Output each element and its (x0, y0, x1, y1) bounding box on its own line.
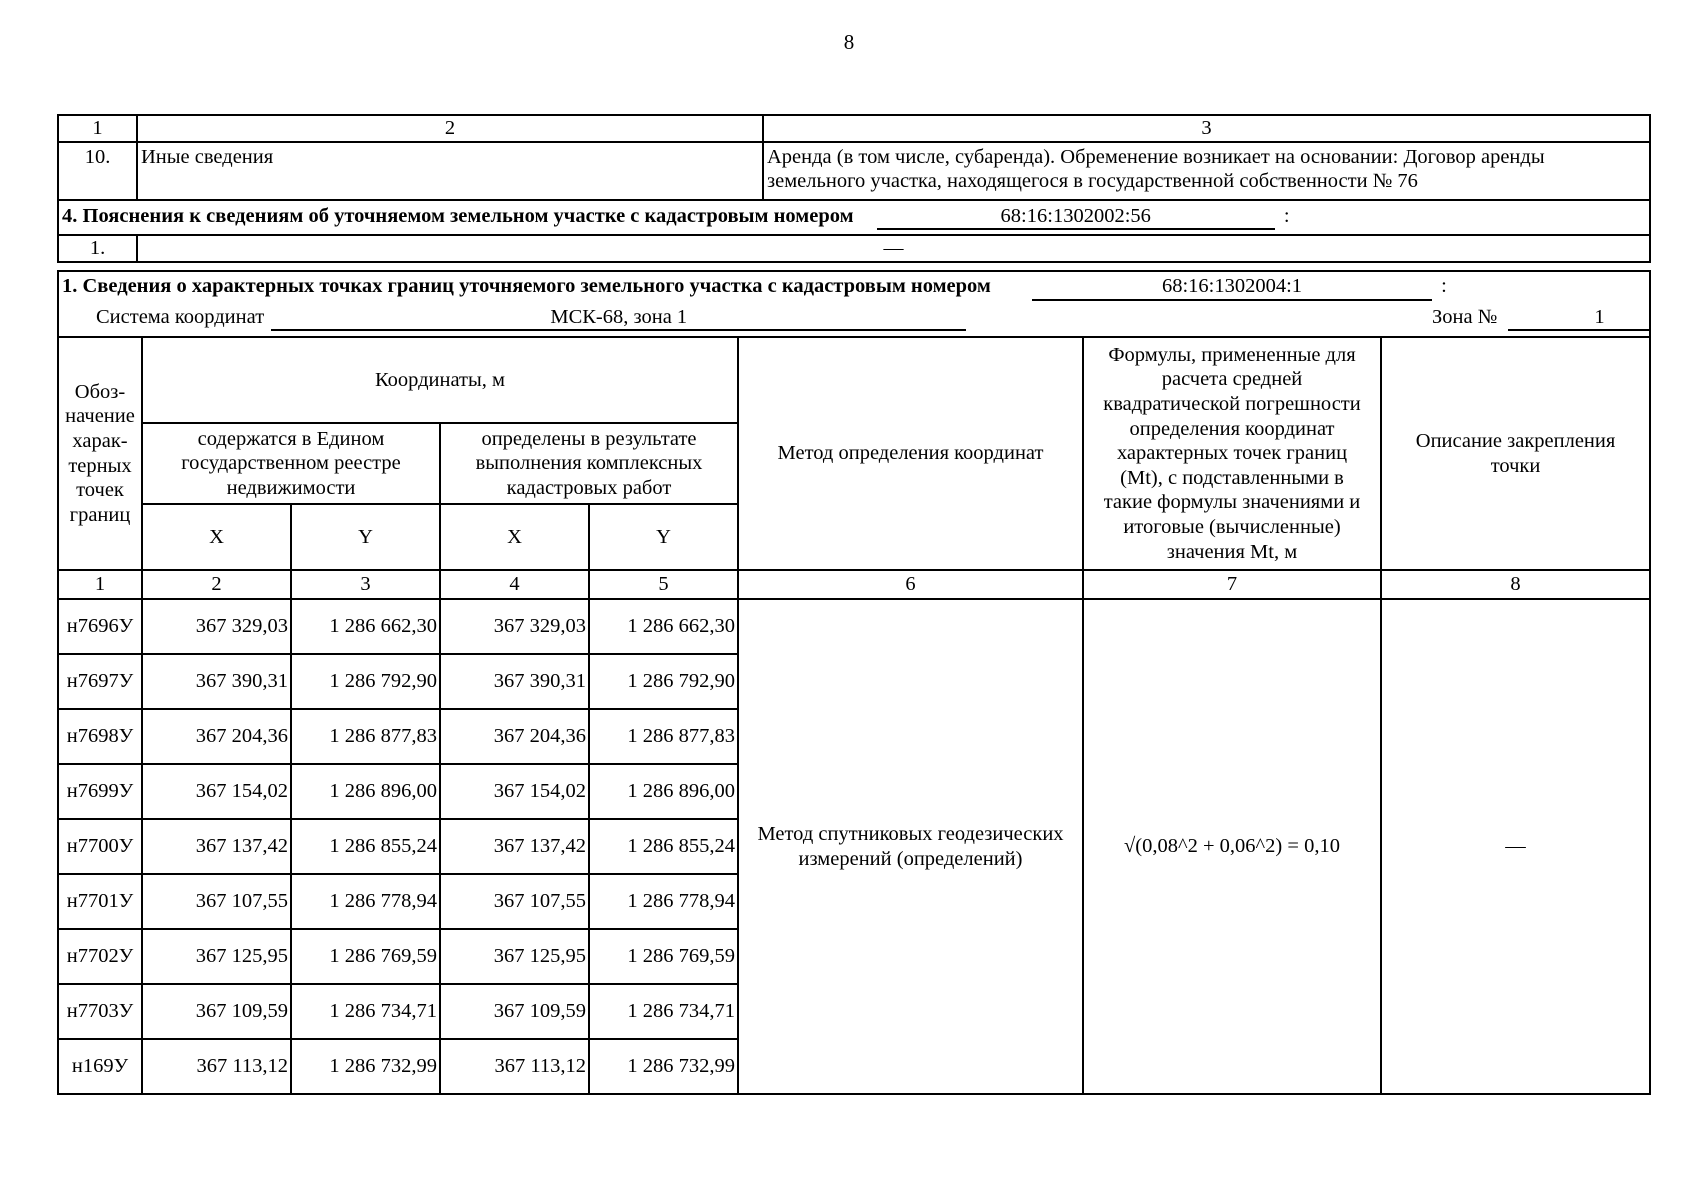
row-10 (58, 142, 1650, 200)
points-section-title: 1. Сведения о характерных точках границ уточняемого земельного участка с кадастровым номером (62, 275, 991, 297)
point-header-line4: терных (68, 454, 132, 477)
formula-header-line9: значения Mt, м (1166, 540, 1298, 563)
egrn-x: 367 109,59 (142, 984, 291, 1039)
works-y: 1 286 769,59 (589, 929, 738, 984)
egrn-y-header: Y (291, 504, 440, 570)
fixing-value: — (1381, 599, 1650, 1094)
works-y: 1 286 734,71 (589, 984, 738, 1039)
point-id: н7702У (58, 929, 142, 984)
boundary-points-table (57, 270, 1651, 1095)
egrn-y: 1 286 732,99 (291, 1039, 440, 1094)
col-num-2: 2 (142, 570, 291, 599)
egrn-x-header: X (142, 504, 291, 570)
point-id: н7703У (58, 984, 142, 1039)
section-4-title-cell (58, 200, 1650, 235)
egrn-y: 1 286 769,59 (291, 929, 440, 984)
works-x-header: X (440, 504, 589, 570)
points-section-title-cell (58, 271, 1650, 337)
section-4-title: 4. Пояснения к сведениям об уточняемом земельном участке с кадастровым номером (62, 204, 854, 227)
works-y: 1 286 855,24 (589, 819, 738, 874)
works-y: 1 286 662,30 (589, 599, 738, 654)
method-header: Метод определения координат (738, 337, 1083, 570)
formula-header (1083, 337, 1381, 570)
egrn-header-line2: государственном реестре (181, 452, 401, 475)
egrn-y: 1 286 778,94 (291, 874, 440, 929)
points-section-header (58, 271, 1650, 337)
col-num-1: 1 (58, 570, 142, 599)
egrn-x: 367 113,12 (142, 1039, 291, 1094)
works-y: 1 286 896,00 (589, 764, 738, 819)
fixing-header (1381, 337, 1650, 570)
formula-header-line6: (Mt), с подставленными в (1120, 466, 1344, 489)
egrn-x: 367 390,31 (142, 654, 291, 709)
col-num-5: 5 (589, 570, 738, 599)
egrn-x: 367 329,03 (142, 599, 291, 654)
works-x: 367 137,42 (440, 819, 589, 874)
point-header-line2: начение (65, 405, 135, 428)
point-id: н7697У (58, 654, 142, 709)
section-4-cadastral: 68:16:1302002:56 (877, 204, 1275, 231)
egrn-x: 367 204,36 (142, 709, 291, 764)
column-numbers-row (58, 570, 1650, 599)
works-header-line3: кадастровых работ (506, 476, 672, 499)
method-value-line1: Метод спутниковых геодезических (757, 822, 1064, 845)
formula-header-line3: квадратической погрешности (1103, 393, 1361, 416)
works-x: 367 107,55 (440, 874, 589, 929)
point-id: н7698У (58, 709, 142, 764)
egrn-x: 367 107,55 (142, 874, 291, 929)
point-header-line6: границ (69, 503, 131, 526)
works-x: 367 109,59 (440, 984, 589, 1039)
works-x: 367 125,95 (440, 929, 589, 984)
section-4-row-1-number: 1. (58, 235, 137, 262)
works-x: 367 390,31 (440, 654, 589, 709)
formula-header-line2: расчета средней (1161, 368, 1303, 391)
egrn-y: 1 286 734,71 (291, 984, 440, 1039)
egrn-x: 367 125,95 (142, 929, 291, 984)
coordinates-header: Координаты, м (142, 337, 738, 423)
point-header-line3: харак- (72, 429, 128, 452)
section-4-row-1-value: — (137, 235, 1650, 262)
col-number-2: 2 (137, 115, 763, 142)
page-number: 8 (843, 30, 855, 54)
section-4-row-1 (58, 235, 1650, 262)
column-number-row (58, 115, 1650, 142)
info-table (57, 114, 1651, 263)
point-id: н7700У (58, 819, 142, 874)
row-10-value (763, 142, 1650, 200)
works-y: 1 286 877,83 (589, 709, 738, 764)
col-num-7: 7 (1083, 570, 1381, 599)
point-header-line5: точек (76, 479, 124, 502)
coord-system-value: МСК-68, зона 1 (271, 305, 966, 332)
coord-system-label: Система координат (96, 305, 265, 328)
col-number-3: 3 (763, 115, 1650, 142)
row-10-number: 10. (58, 142, 137, 200)
egrn-x: 367 137,42 (142, 819, 291, 874)
formula-header-line8: итоговые (вычисленные) (1123, 515, 1341, 538)
formula-header-line7: такие формулы значениями и (1103, 491, 1361, 514)
works-y: 1 286 732,99 (589, 1039, 738, 1094)
section-4-colon: : (1283, 204, 1290, 227)
point-id: н7696У (58, 599, 142, 654)
formula-header-line4: определения координат (1129, 417, 1335, 440)
col-num-4: 4 (440, 570, 589, 599)
col-num-8: 8 (1381, 570, 1650, 599)
works-y: 1 286 778,94 (589, 874, 738, 929)
zone-value: 1 (1508, 305, 1650, 332)
method-value (738, 599, 1083, 1094)
egrn-coords-header (142, 423, 440, 504)
formula-value: √(0,08^2 + 0,06^2) = 0,10 (1083, 599, 1381, 1094)
formula-header-line5: характерных точек границ (1116, 442, 1348, 465)
point-id: н7699У (58, 764, 142, 819)
egrn-y: 1 286 792,90 (291, 654, 440, 709)
method-value-line2: измерений (определений) (798, 847, 1023, 870)
formula-header-line1: Формулы, примененные для (1108, 343, 1356, 366)
egrn-x: 367 154,02 (142, 764, 291, 819)
col-num-3: 3 (291, 570, 440, 599)
works-x: 367 154,02 (440, 764, 589, 819)
points-section-colon: : (1441, 275, 1447, 297)
works-x: 367 113,12 (440, 1039, 589, 1094)
point-id: н169У (58, 1039, 142, 1094)
points-section-cadastral: 68:16:1302004:1 (1032, 274, 1432, 301)
egrn-y: 1 286 896,00 (291, 764, 440, 819)
col-number-1: 1 (58, 115, 137, 142)
fixing-header-line1: Описание закрепления (1415, 429, 1616, 452)
row-10-value-line2: земельного участка, находящегося в государственной собственности № 76 (767, 170, 1418, 193)
works-header-line2: выполнения комплексных (475, 452, 703, 475)
works-y: 1 286 792,90 (589, 654, 738, 709)
works-y-header: Y (589, 504, 738, 570)
row-10-value-line1: Аренда (в том числе, субаренда). Обременение возникает на основании: Договор аренды (767, 145, 1545, 168)
egrn-y: 1 286 855,24 (291, 819, 440, 874)
fixing-header-line2: точки (1490, 454, 1541, 477)
works-x: 367 204,36 (440, 709, 589, 764)
point-id: н7701У (58, 874, 142, 929)
point-header-line1: Обоз- (74, 380, 126, 403)
section-4-header (58, 200, 1650, 235)
egrn-y: 1 286 662,30 (291, 599, 440, 654)
egrn-y: 1 286 877,83 (291, 709, 440, 764)
col-num-6: 6 (738, 570, 1083, 599)
works-coords-header (440, 423, 738, 504)
row-10-label: Иные сведения (137, 142, 763, 200)
table-row (58, 599, 1650, 654)
works-x: 367 329,03 (440, 599, 589, 654)
points-header-row-1 (58, 337, 1650, 423)
egrn-header-line3: недвижимости (226, 476, 356, 499)
point-designation-header (58, 337, 142, 570)
zone-label: Зона № (1432, 305, 1498, 328)
egrn-header-line1: содержатся в Едином (197, 427, 385, 450)
works-header-line1: определены в результате (481, 427, 697, 450)
